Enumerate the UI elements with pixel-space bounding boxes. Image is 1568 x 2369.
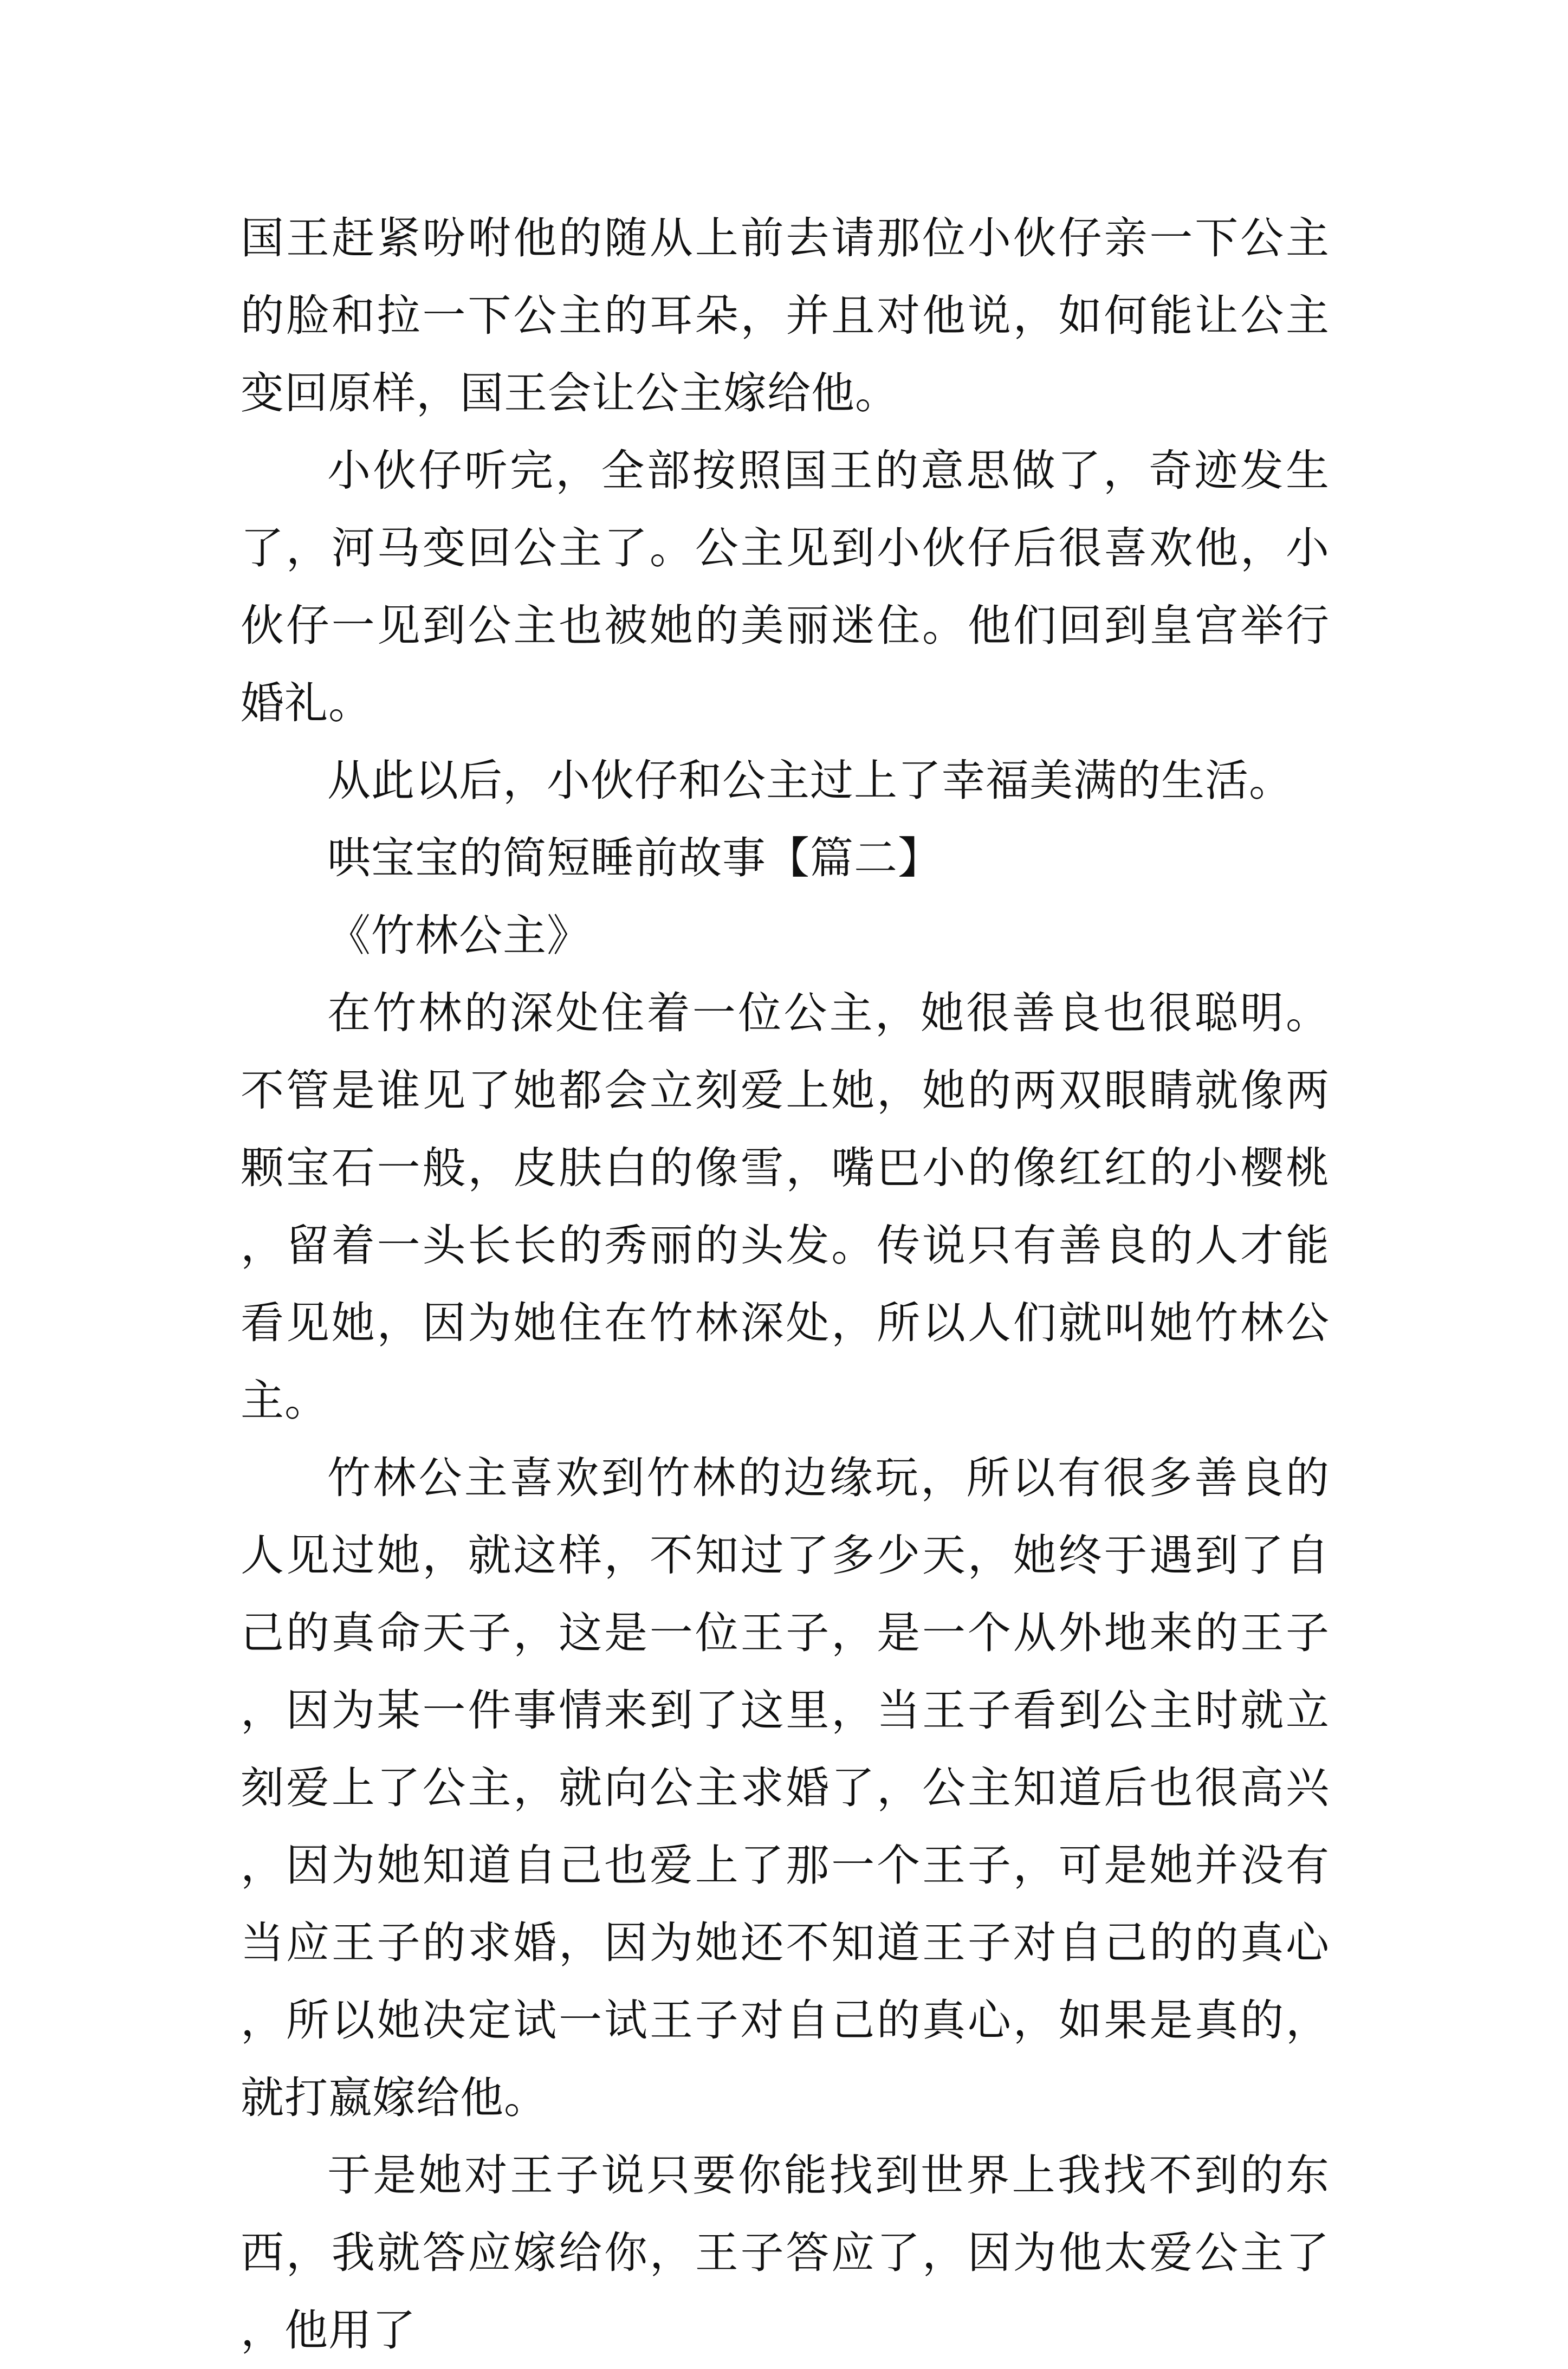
story-title: 《竹林公主》 (327, 910, 591, 961)
paragraph-5: 竹林公主喜欢到竹林的边缘玩，所以有很多善良的人见过她，就这样，不知过了多少天，她终于遇到了自己的真命天子，这是一位王子，是一个从外地来的王子，因为某一件事情来到了这里，当王子看到公主时就立刻爱上了公主，就向公主求婚了，公主知道后也很高兴，因为她知道自己也爱上了那一个王子，可是她并没有当应王子的求婚，因为她还不知道王子对自己的的真心，所以她决定试一试王子对自己的真心，如果是真的，就打嬴嫁给他。 (241, 1453, 1330, 2123)
paragraph-6: 于是她对王子说只要你能找到世界上我找不到的东西，我就答应嫁给你，王子答应了，因为他太爱公主了，他用了 (241, 2150, 1330, 2355)
document-body (241, 199, 1330, 2369)
section-heading: 哄宝宝的简短睡前故事【篇二】 (327, 833, 942, 883)
paragraph-1: 国王赶紧吩咐他的随从上前去请那位小伙仔亲一下公主的脸和拉一下公主的耳朵，并且对他说，如何能让公主变回原样，国王会让公主嫁给他。 (241, 213, 1330, 418)
paragraph-3: 从此以后，小伙仔和公主过上了幸福美满的生活。 (327, 755, 1293, 806)
paragraph-4: 在竹林的深处住着一位公主，她很善良也很聪明。不管是谁见了她都会立刻爱上她，她的两双眼睛就像两颗宝石一般，皮肤白的像雪，嘴巴小的像红红的小樱桃，留着一头长长的秀丽的头发。传说只有善良的人才能看见她，因为她住在竹林深处，所以人们就叫她竹林公主。 (241, 988, 1330, 1426)
paragraph-2: 小伙仔听完，全部按照国王的意思做了，奇迹发生了，河马变回公主了。公主见到小伙仔后很喜欢他，小伙仔一见到公主也被她的美丽迷住。他们回到皇宫举行婚礼。 (241, 445, 1330, 728)
